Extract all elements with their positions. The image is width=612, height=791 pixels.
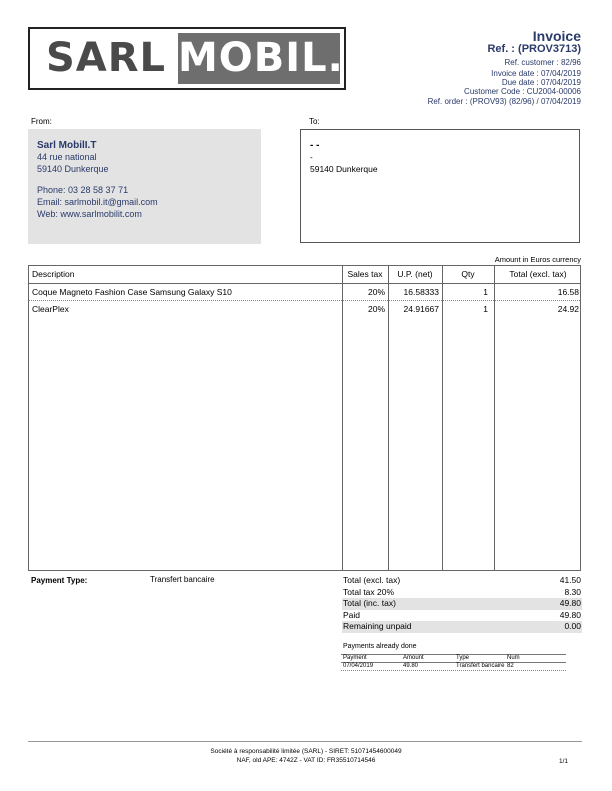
total-tax-label: Total tax 20% — [343, 587, 395, 597]
col-sales-tax-header: Sales tax — [347, 269, 383, 279]
sender-email: Email: sarlmobil.it@gmail.com — [37, 197, 158, 207]
sender-address-2: 59140 Dunkerque — [37, 164, 109, 174]
sender-name: Sarl MobilI.T — [37, 140, 97, 151]
payment-row-date: 07/04/2019 — [343, 663, 374, 669]
payments-col-payment: Payment — [343, 655, 367, 661]
currency-note: Amount in Euros currency — [494, 255, 581, 264]
invoice-title: Invoice — [532, 28, 581, 44]
due-date: Due date : 07/04/2019 — [501, 78, 581, 87]
col-description-header: Description — [32, 269, 75, 279]
paid-label: Paid — [343, 610, 361, 620]
sender-web: Web: www.sarlmobilit.com — [37, 209, 142, 219]
total-inc-tax-row — [342, 598, 582, 610]
paid-value: 49.80 — [559, 610, 581, 620]
remaining-unpaid-row — [342, 621, 582, 633]
recipient-line-1: - — [310, 153, 313, 162]
remaining-unpaid-value: 0.00 — [564, 621, 581, 631]
col-total-header: Total (excl. tax) — [509, 269, 567, 279]
table-row-unit-price: 16.58333 — [403, 287, 439, 297]
payment-row-type: Transfert bancaire — [456, 663, 505, 669]
col-qty-header: Qty — [461, 269, 475, 279]
payments-done-title: Payments already done — [343, 643, 417, 650]
total-tax-value: 8.30 — [564, 587, 581, 597]
sender-phone: Phone: 03 28 58 37 71 — [37, 185, 129, 195]
to-label: To: — [309, 117, 320, 126]
remaining-unpaid-label: Remaining unpaid — [343, 621, 412, 631]
invoice-ref: Ref. : (PROV3713) — [487, 43, 581, 55]
table-row-unit-price: 24.91667 — [403, 304, 439, 314]
sender-address-1: 44 rue national — [37, 152, 97, 162]
invoice-lines-table — [28, 265, 581, 571]
recipient-line-2: 59140 Dunkerque — [310, 164, 378, 174]
payments-col-num: Num — [507, 655, 520, 661]
payment-type-label: Payment Type: — [31, 576, 88, 585]
total-inc-tax-label: Total (inc. tax) — [343, 598, 396, 608]
total-tax-row — [342, 587, 582, 599]
table-row-qty: 1 — [483, 287, 488, 297]
ref-customer: Ref. customer : 82/96 — [504, 58, 581, 67]
payment-row-num: 82 — [507, 663, 514, 669]
company-logo — [28, 27, 389, 90]
page-number: 1/1 — [558, 758, 568, 765]
ref-order: Ref. order : (PROV93) (82/96) / 07/04/2019 — [427, 97, 581, 106]
payment-type-value: Transfert bancaire — [150, 575, 215, 584]
total-excl-tax-row — [342, 575, 582, 587]
payment-row-amount: 49.80 — [403, 663, 419, 669]
logo-left-text: SARL — [34, 33, 178, 84]
table-row-sales-tax: 20% — [367, 287, 385, 297]
recipient-box — [300, 129, 580, 243]
logo-right-text: MOBIL.IT — [178, 33, 340, 84]
table-row-sales-tax: 20% — [367, 304, 385, 314]
table-row-qty: 1 — [483, 304, 488, 314]
paid-row — [342, 610, 582, 622]
col-unit-price-header: U.P. (net) — [397, 269, 433, 279]
recipient-name: - - — [310, 140, 320, 151]
total-inc-tax-value: 49.80 — [559, 598, 581, 608]
total-excl-tax-label: Total (excl. tax) — [343, 575, 401, 585]
payments-col-type: Type — [456, 655, 470, 661]
footer-line-1: Société à responsabilité limitée (SARL) - SIRET: 51071454600049 — [210, 748, 402, 755]
sender-box — [28, 129, 261, 244]
table-row-description: Coque Magneto Fashion Case Samsung Galaxy S10 — [32, 287, 232, 297]
total-excl-tax-value: 41.50 — [559, 575, 581, 585]
payments-col-amount: Amount — [403, 655, 424, 661]
from-label: From: — [31, 117, 52, 126]
table-row-total: 24.92 — [557, 304, 579, 314]
table-row-total: 16.58 — [557, 287, 579, 297]
invoice-date: Invoice date : 07/04/2019 — [491, 69, 581, 78]
footer-line-2: NAF, old APE: 4742Z - VAT ID: FR35510714546 — [236, 757, 376, 764]
customer-code: Customer Code : CU2004-00006 — [464, 87, 581, 96]
table-row-description: ClearPlex — [32, 304, 69, 314]
